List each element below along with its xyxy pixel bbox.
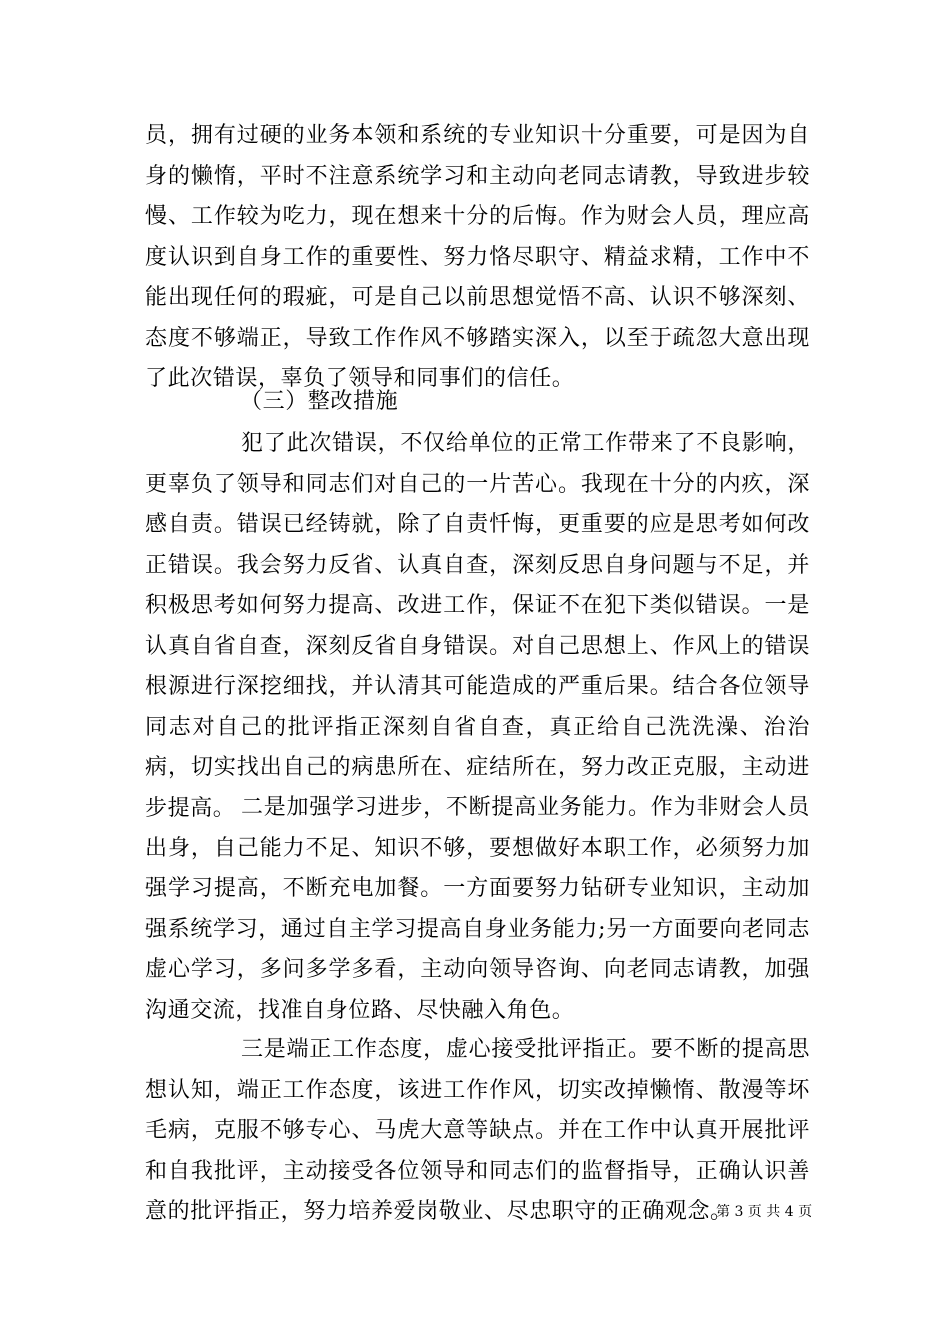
body-paragraph-2: 犯了此次错误，不仅给单位的正常工作带来了不良影响，更辜负了领导和同志们对自己的一片苦心。我现在十分的内疚，深感自责。错误已经铸就，除了自责忏悔，更重要的应是思考如何改正错误。我会努力反省、认真自查，深刻反思自身问题与不足，并积极思考如何努力提高、改进工作，保证不在犯下类似错误。一是认真自省自查，深刻反省自身错误。对自己思想上、作风上的错误根源进行深挖细找，并认清其可能造成的严重后果。结合各位领导同志对自己的批评指正深刻自省自查，真正给自己洗洗澡、治治病，切实找出自己的病患所在、症结所在，努力改正克服，主动进步提高。 — [145, 431, 810, 821]
section-heading: （三）整改措施 — [240, 389, 399, 414]
body-paragraph-1: 员，拥有过硬的业务本领和系统的专业知识十分重要，可是因为自身的懒惰，平时不注意系统学习和主动向老同志请教，导致进步较慢、工作较为吃力，现在想来十分的后悔。作为财会人员，理应高度认识到自身工作的重要性、努力恪尽职守、精益求精，工作中不能出现任何的瑕疵，可是自己以前思想觉悟不高、认识不够深刻、态度不够端正，导致工作作风不够踏实深入，以至于疏忽大意出现了此次错误，辜负了领导和同事们的信任。 — [145, 123, 810, 391]
body-paragraph-4: 三是端正工作态度，虚心接受批评指正。要不断的提高思想认知，端正工作态度，该进工作作风，切实改掉懒惰、散漫等坏毛病，克服不够专心、马虎大意等缺点。并在工作中认真开展批评和自我批评，主动接受各位领导和同志们的监督指导，正确认识善意的批评指正，努力培养爱岗敬业、尽忠职守的正确观念。 — [145, 1037, 810, 1224]
body-paragraph-3: 二是加强学习进步，不断提高业务能力。作为非财会人员出身，自己能力不足、知识不够，要想做好本职工作，必须努力加强学习提高，不断充电加餐。一方面要努力钻研专业知识，主动加强系统学习，通过自主学习提高自身业务能力;另一方面要向老同志虚心学习，多问多学多看，主动向领导咨询、向老同志请教，加强沟通交流，找准自身位路、尽快融入角色。 — [145, 795, 810, 1023]
page-number-footer: 第 3 页 共 4 页 — [716, 1204, 813, 1220]
